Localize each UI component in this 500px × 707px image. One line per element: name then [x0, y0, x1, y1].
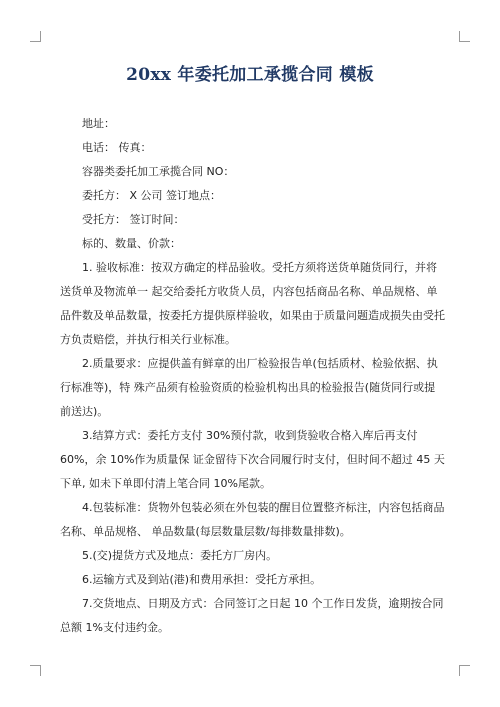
subject-field: 标的、数量、价款：: [82, 237, 181, 250]
document-title: 20xx 年委托加工承揽合同 模板: [126, 65, 374, 85]
clause-delivery-terms: 7.交货地点、日期及方式：合同签订之日起 10 个工作日发货，逾期按合同总额 1%支付违约金。: [60, 597, 444, 634]
contractor-field: 受托方： 签订时间：: [82, 213, 185, 226]
clause-transport-cost: 6.运输方式及到站(港)和费用承担：受托方承担。: [82, 573, 322, 586]
page-corner-mark: [30, 665, 41, 676]
client-field: 委托方： X 公司 签订地点：: [82, 189, 222, 202]
address-field: 地址：: [82, 117, 115, 130]
page-corner-mark: [459, 665, 470, 676]
clause-acceptance-standard: 1. 验收标准：按双方确定的样品验收。受托方须将送货单随货同行，并将送货单及物流单一 起交给委托方收货人员，内容包括商品名称、单品规格、单品件数及单品数量，按委托方提供原样验收，如果由于质量问题造成损失由受托方负责赔偿，并执行相关行业标准。: [60, 261, 445, 346]
phone-fax-field: 电话： 传真：: [82, 141, 152, 154]
clause-packaging-standard: 4.包装标准：货物外包装必须在外包装的醒目位置整齐标注，内容包括商品名称、单品规格、 单品数量(每层数量层数/每排数量排数)。: [60, 501, 445, 538]
document-body: [60, 112, 445, 640]
clause-settlement-method: 3.结算方式：委托方支付 30%预付款，收到货验收合格入库后再支付 60%，余 10%作为质量保 证金留待下次合同履行时支付，但时间不超过 45 天下单, 如未下单即付清上笔合同 10%尾款。: [60, 429, 445, 490]
page-corner-mark: [30, 31, 41, 42]
clause-quality-requirements: 2.质量要求：应提供盖有鲜章的出厂检验报告单(包括质材、检验依据、执行标准等)，特 殊产品须有检验资质的检验机构出具的检验报告(随货同行或提前送达)。: [60, 357, 438, 418]
contract-number-field: 容器类委托加工承揽合同 NO：: [82, 165, 235, 178]
clause-pickup-method: 5.(交)提货方式及地点：委托方厂房内。: [82, 549, 278, 562]
page-corner-mark: [459, 31, 470, 42]
